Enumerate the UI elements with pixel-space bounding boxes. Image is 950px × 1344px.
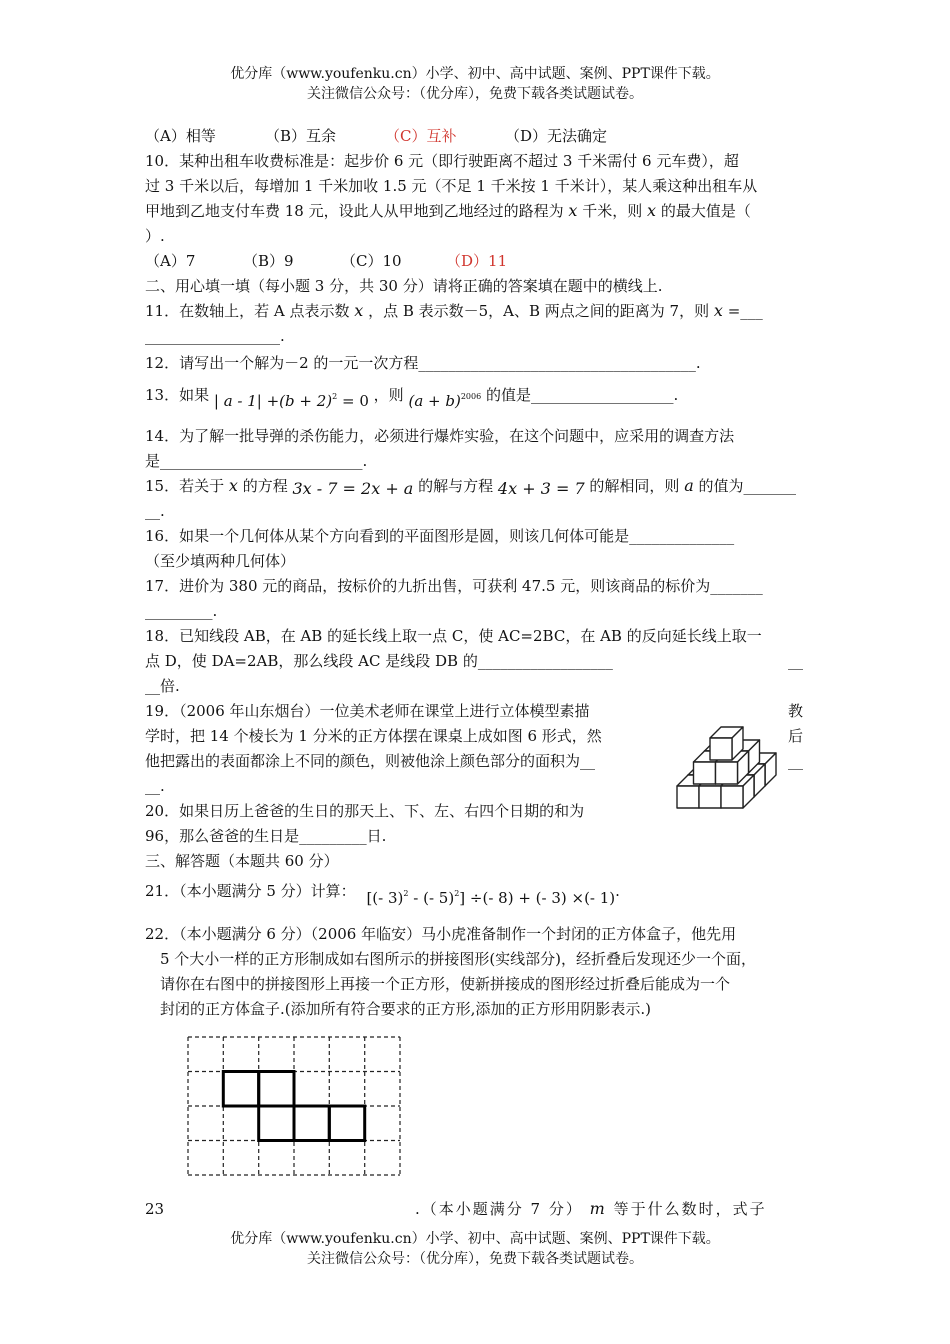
- q10-options: [145, 250, 507, 272]
- q13-exponent-2: 2006: [460, 392, 482, 401]
- q19-line-3b: __: [788, 752, 803, 770]
- cube-face: [721, 786, 743, 808]
- q10-line-2: 过 3 千米以后，每增加 1 千米加收 1.5 元（不足 1 千米按 1 千米计），某人乘这种出租车从: [145, 177, 758, 195]
- header-line-2: 关注微信公众号：（优分库），免费下载各类试题试卷。: [307, 86, 643, 102]
- footer-line-1: 优分库（www.youfenku.cn）小学、初中、高中试题、案例、PPT课件下载。: [230, 1231, 720, 1247]
- q13-expression-2: [408, 392, 481, 410]
- q15-text-e: 的值为_______: [698, 477, 797, 495]
- q9-options: [145, 125, 607, 147]
- q11-var-x2: x: [713, 301, 723, 320]
- q10-line-4: ）.: [145, 227, 165, 245]
- q15-equation-2: 4x + 3 = 7: [497, 479, 585, 498]
- q13-expression-1: [214, 392, 369, 410]
- q22-line-3: 请你在右图中的拼接图形上再接一个正方形，使新拼接成的图形经过折叠后能成为一个: [160, 975, 731, 993]
- q11-text-c: =___: [727, 302, 763, 320]
- q23-number: 23: [145, 1200, 165, 1218]
- cube-face: [694, 762, 716, 784]
- q13-expr-2: (a + b): [408, 392, 461, 410]
- q20-line-2: 96，那么爸爸的生日是_________日.: [145, 827, 387, 845]
- q16-line-2: （至少填两种几何体）: [145, 552, 296, 570]
- q10-option-a: （A）7: [145, 252, 196, 270]
- q21-end: .: [615, 882, 620, 900]
- q16-line-1: 16．如果一个几何体从某个方向看到的平面图形是圆，则该几何体可能是______________: [145, 527, 735, 545]
- q21-expr-b: - (- 5): [408, 889, 455, 907]
- header-line-1: 优分库（www.youfenku.cn）小学、初中、高中试题、案例、PPT课件下载。: [230, 66, 720, 82]
- q15-var-x: x: [228, 476, 238, 495]
- q21-text: 21．（本小题满分 5 分）计算：: [145, 882, 356, 900]
- q10-text-a: 甲地到乙地支付车费 18 元，设此人从甲地到乙地经过的路程为: [145, 202, 564, 220]
- q11-text-b: ，点 B 表示数－5，A、B 两点之间的距离为 7，则: [368, 302, 710, 320]
- q9-option-d: （D）无法确定: [505, 127, 608, 145]
- q18-line-3: __倍.: [145, 677, 180, 695]
- q11-text-a: 11．在数轴上，若 A 点表示数: [145, 302, 350, 320]
- q15-line-2: __.: [145, 502, 165, 520]
- q17-line-2: _________.: [145, 602, 218, 620]
- footer-line-2: 关注微信公众号：（优分库），免费下载各类试题试卷。: [307, 1251, 643, 1267]
- q19-line-1b: 教: [788, 702, 804, 720]
- q11-line-1: [145, 300, 763, 322]
- q19-line-4: __.: [145, 777, 165, 795]
- q14-line-2: 是___________________________.: [145, 452, 368, 470]
- cube-net-grid-figure[interactable]: [186, 1035, 402, 1177]
- section-3-heading: 三、解答题（本题共 60 分）: [145, 852, 339, 870]
- q22-line-1: 22．（本小题满分 6 分）（2006 年临安）马小虎准备制作一个封闭的正方体盒子，他先用: [145, 925, 737, 943]
- q21-expr-a: [(- 3): [366, 889, 404, 907]
- q21-expression: [366, 889, 615, 907]
- q13-text-b: ，则: [373, 386, 404, 404]
- q10-var-x: x: [568, 201, 578, 220]
- q9-option-b: （B）互余: [265, 127, 337, 145]
- q15-text-b: 的方程: [242, 477, 288, 495]
- q10-option-c: （C）10: [341, 252, 402, 270]
- q10-line-3: [145, 200, 751, 222]
- q15-text-d: 的解相同，则: [589, 477, 680, 495]
- cube-pyramid-figure: [665, 668, 777, 816]
- q12-line: 12．请写出一个解为－2 的一元一次方程_____________________________________.: [145, 354, 701, 372]
- q13-exponent-1: 2: [332, 392, 338, 401]
- q11-var-x: x: [354, 301, 364, 320]
- q13-expr-1: | a - 1| +(b + 2): [213, 392, 333, 410]
- q13-line: [145, 380, 679, 410]
- q20-line-1: 20．如果日历上爸爸的生日的那天上、下、左、右四个日期的和为: [145, 802, 585, 820]
- q21-exp-2: 2: [454, 889, 460, 898]
- q18-line-2b: __: [788, 652, 803, 670]
- q23-text: .（本小题满分 7 分）: [415, 1200, 583, 1218]
- q10-option-d: （D）11: [446, 252, 508, 270]
- q15-line-1: [145, 475, 796, 497]
- q19-line-2b: 后: [788, 727, 804, 745]
- cube-face: [699, 786, 721, 808]
- q9-option-a: （A）相等: [145, 127, 216, 145]
- q19-line-2a: 学时，把 14 个棱长为 1 分米的正方体摆在课桌上成如图 6 形式，然: [145, 727, 602, 745]
- q19-line-3a: 他把露出的表面都涂上不同的颜色，则被他涂上颜色部分的面积为__: [145, 752, 596, 770]
- q13-text-c: 的值是___________________.: [485, 386, 679, 404]
- q23-rest: 等于什么数时，式子: [613, 1200, 767, 1218]
- cube-face: [677, 786, 699, 808]
- q21-exp-1: 2: [403, 889, 409, 898]
- cube-face: [710, 738, 732, 760]
- q18-line-1: 18．已知线段 AB，在 AB 的延长线上取一点 C，使 AC=2BC，在 AB 的反向延长线上取一: [145, 627, 762, 645]
- q23-line: [415, 1198, 767, 1220]
- solid-net: [223, 1072, 364, 1141]
- q13-text-a: 13．如果: [145, 386, 210, 404]
- q18-line-2a: 点 D，使 DA=2AB，那么线段 AC 是线段 DB 的__________________: [145, 652, 613, 670]
- q15-equation-1: 3x - 7 = 2x + a: [292, 479, 414, 498]
- q10-text-c: 的最大值是（: [660, 202, 751, 220]
- q10-line-1: 10．某种出租车收费标准是：起步价 6 元（即行驶距离不超过 3 千米需付 6 元车费），超: [145, 152, 739, 170]
- q19-line-1a: 19．（2006 年山东烟台）一位美术老师在课堂上进行立体模型素描: [145, 702, 590, 720]
- q22-line-4: 封闭的正方体盒子.(添加所有符合要求的正方形,添加的正方形用阴影表示.): [160, 1000, 652, 1018]
- q10-option-b: （B）9: [243, 252, 294, 270]
- q11-line-2: __________________.: [145, 327, 285, 345]
- section-2-heading: 二、用心填一填（每小题 3 分，共 30 分）请将正确的答案填在题中的横线上.: [145, 277, 663, 295]
- q23-var-m: m: [589, 1199, 607, 1218]
- q14-line-1: 14．为了解一批导弹的杀伤能力，必须进行爆炸实验，在这个问题中，应采用的调查方法: [145, 427, 735, 445]
- q21-line: [145, 876, 620, 907]
- q21-expr-c: ] ÷(- 8) + (- 3) ×(- 1): [459, 889, 616, 907]
- q22-line-2: 5 个大小一样的正方形制成如右图所示的拼接图形(实线部分)，经折叠后发现还少一个面，: [160, 950, 757, 968]
- q13-eq: = 0: [337, 392, 369, 410]
- q15-var-a: a: [684, 476, 694, 495]
- q9-option-c: （C）互补: [385, 127, 457, 145]
- q15-text-a: 15．若关于: [145, 477, 225, 495]
- cube-face: [716, 762, 738, 784]
- q17-line-1: 17．进价为 380 元的商品，按标价的九折出售，可获利 47.5 元，则该商品的标价为_______: [145, 577, 763, 595]
- q10-var-x2: x: [647, 201, 657, 220]
- q15-text-c: 的解与方程: [418, 477, 494, 495]
- q10-text-b: 千米，则: [582, 202, 643, 220]
